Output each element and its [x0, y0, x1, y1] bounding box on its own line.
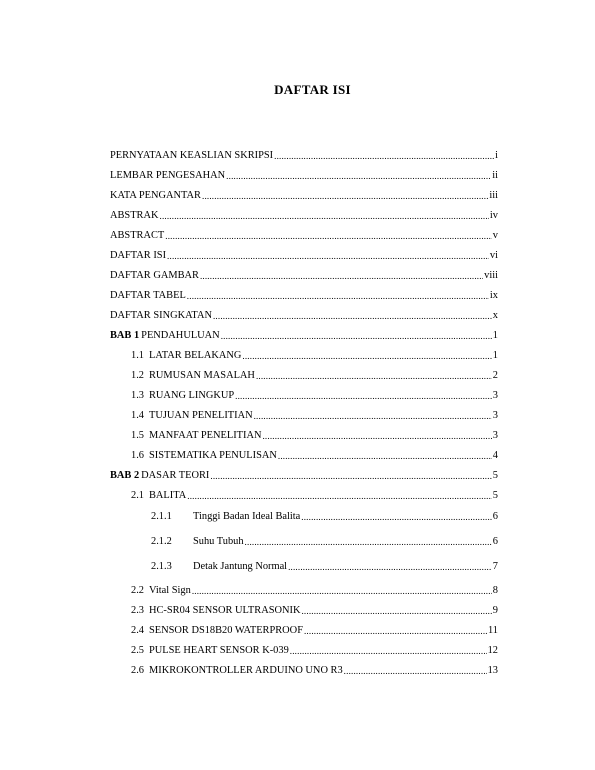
toc-entry-page: ix	[489, 290, 498, 301]
toc-section-entry	[131, 390, 498, 402]
toc-section-entry	[131, 585, 498, 597]
toc-entry	[110, 170, 498, 182]
toc-entry-page: 6	[492, 511, 498, 522]
toc-entry-label: Tinggi Badan Ideal Balita	[193, 511, 301, 522]
toc-entry-page: 6	[492, 536, 498, 547]
toc-chapter-entry	[110, 330, 498, 342]
section-number: 2.3	[131, 605, 144, 616]
toc-entry-label: ABSTRACT	[110, 230, 165, 241]
dot-leader	[242, 351, 491, 362]
toc-entry	[110, 310, 498, 322]
toc-entry	[110, 190, 498, 202]
toc-entry-label: SENSOR DS18B20 WATERPROOF	[149, 625, 303, 636]
toc-subsection-entry	[151, 511, 498, 523]
section-number: 2.6	[131, 665, 144, 676]
dot-leader	[210, 471, 491, 482]
toc-entry-page: 12	[487, 645, 498, 656]
section-number: 1.3	[131, 390, 144, 401]
toc-entry-page: 1	[492, 330, 498, 341]
toc-entry	[110, 150, 498, 162]
toc-entry-page: 8	[492, 585, 498, 596]
toc-entry-label: HC-SR04 SENSOR ULTRASONIK	[149, 605, 301, 616]
toc-entry-label: DASAR TEORI	[141, 470, 210, 481]
toc-entry-page: ii	[492, 170, 498, 181]
toc-entry-page: 13	[487, 665, 498, 676]
dot-leader	[278, 451, 492, 462]
toc-entry-label: RUMUSAN MASALAH	[149, 370, 255, 381]
toc-subsection-entry	[151, 536, 498, 548]
toc-entry	[110, 230, 498, 242]
dot-leader	[235, 391, 492, 402]
toc-entry-label: RUANG LINGKUP	[149, 390, 235, 401]
toc-chapter-entry	[110, 470, 498, 482]
toc-section-entry	[131, 665, 498, 677]
toc-entry-page: 5	[492, 470, 498, 481]
toc-entry-label: PENDAHULUAN	[141, 330, 220, 341]
section-number: 2.1.3	[151, 561, 172, 572]
dot-leader	[165, 231, 492, 242]
toc-entry-page: v	[492, 230, 498, 241]
toc-entry	[110, 250, 498, 262]
toc-entry-label: DAFTAR TABEL	[110, 290, 186, 301]
toc-entry-page: 3	[492, 430, 498, 441]
toc-section-entry	[131, 430, 498, 442]
dot-leader	[187, 491, 492, 502]
toc-section-entry	[131, 605, 498, 617]
toc-section-entry	[131, 370, 498, 382]
toc-entry-page: 3	[492, 390, 498, 401]
chapter-prefix: BAB 1	[110, 330, 140, 341]
toc-entry-label: ABSTRAK	[110, 210, 159, 221]
section-number: 2.2	[131, 585, 144, 596]
toc-subsection-entry	[151, 561, 498, 573]
toc-section-entry	[131, 645, 498, 657]
dot-leader	[226, 171, 491, 182]
toc-entry-label: BALITA	[149, 490, 187, 501]
toc-entry-label: Suhu Tubuh	[193, 536, 244, 547]
dot-leader	[288, 562, 492, 573]
dot-leader	[274, 151, 494, 162]
toc-entry-label: SISTEMATIKA PENULISAN	[149, 450, 277, 461]
toc-entry-label: PERNYATAAN KEASLIAN SKRIPSI	[110, 150, 274, 161]
toc-section-entry	[131, 350, 498, 362]
dot-leader	[192, 586, 492, 597]
dot-leader	[221, 331, 492, 342]
toc-entry-page: i	[495, 150, 498, 161]
dot-leader	[254, 411, 492, 422]
toc-section-entry	[131, 490, 498, 502]
toc-entry-page: iv	[489, 210, 498, 221]
toc-entry-page: 9	[492, 605, 498, 616]
toc-entry-label: TUJUAN PENELITIAN	[149, 410, 253, 421]
toc-entry-label: DAFTAR ISI	[110, 250, 167, 261]
toc-entry-label: DAFTAR GAMBAR	[110, 270, 199, 281]
toc-entry-page: 2	[492, 370, 498, 381]
section-number: 2.1	[131, 490, 144, 501]
dot-leader	[262, 431, 491, 442]
toc-entry-page: 7	[492, 561, 498, 572]
section-number: 1.1	[131, 350, 144, 361]
dot-leader	[301, 606, 491, 617]
toc-entry-page: vi	[489, 250, 498, 261]
toc-entry	[110, 290, 498, 302]
dot-leader	[200, 271, 483, 282]
toc-entry-page: 4	[492, 450, 498, 461]
toc-entry-page: 3	[492, 410, 498, 421]
dot-leader	[167, 251, 489, 262]
toc-entry-page: 1	[492, 350, 498, 361]
section-number: 1.5	[131, 430, 144, 441]
toc-entry	[110, 270, 498, 282]
toc-entry-label: LATAR BELAKANG	[149, 350, 242, 361]
toc-section-entry	[131, 625, 498, 637]
toc-entry	[110, 210, 498, 222]
dot-leader	[301, 512, 492, 523]
toc-entry-page: 5	[492, 490, 498, 501]
section-number: 2.1.1	[151, 511, 172, 522]
dot-leader	[290, 646, 487, 657]
section-number: 1.2	[131, 370, 144, 381]
section-number: 1.6	[131, 450, 144, 461]
section-number: 1.4	[131, 410, 144, 421]
toc-entry-label: MANFAAT PENELITIAN	[149, 430, 262, 441]
toc-entry-label: PULSE HEART SENSOR K-039	[149, 645, 289, 656]
toc-section-entry	[131, 410, 498, 422]
toc-entry-label: Vital Sign	[149, 585, 191, 596]
dot-leader	[256, 371, 492, 382]
dot-leader	[160, 211, 489, 222]
dot-leader	[187, 291, 489, 302]
chapter-prefix: BAB 2	[110, 470, 140, 481]
toc-entry-label: DAFTAR SINGKATAN	[110, 310, 212, 321]
section-number: 2.4	[131, 625, 144, 636]
toc-entry-label: Detak Jantung Normal	[193, 561, 288, 572]
dot-leader	[245, 537, 492, 548]
dot-leader	[202, 191, 488, 202]
section-number: 2.5	[131, 645, 144, 656]
toc-entry-page: 11	[487, 625, 498, 636]
section-number: 2.1.2	[151, 536, 172, 547]
dot-leader	[344, 666, 487, 677]
toc-entry-page: viii	[484, 270, 498, 281]
toc-section-entry	[131, 450, 498, 462]
toc-entry-label: MIKROKONTROLLER ARDUINO UNO R3	[149, 665, 343, 676]
toc-entry-label: KATA PENGANTAR	[110, 190, 201, 201]
page-title: DAFTAR ISI	[274, 82, 351, 97]
toc-entry-label: LEMBAR PENGESAHAN	[110, 170, 226, 181]
dot-leader	[213, 311, 492, 322]
toc-entry-page: x	[492, 310, 498, 321]
toc-entry-page: iii	[489, 190, 498, 201]
dot-leader	[304, 626, 487, 637]
